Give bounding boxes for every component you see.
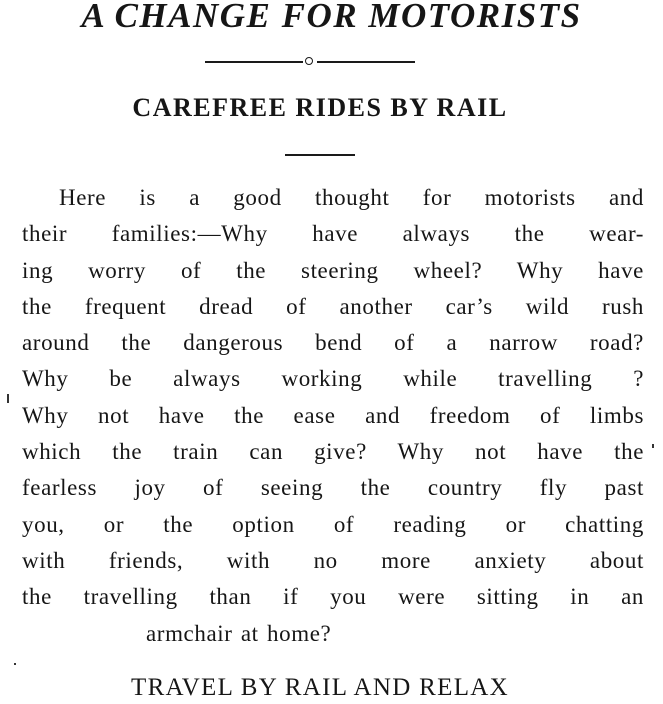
body-line: which the train can give? Why not have the (22, 439, 644, 465)
article-body (22, 180, 644, 652)
body-line-final: armchair at home? (146, 620, 332, 646)
print-speck (652, 444, 654, 448)
print-speck (7, 394, 9, 403)
body-line: their families:—Why have always the wear- (22, 221, 644, 247)
body-line: Why be always working while travelling ? (22, 366, 644, 392)
subheadline: CAREFREE RIDES BY RAIL (132, 93, 508, 122)
print-speck (14, 663, 16, 665)
divider-circle-icon (305, 57, 313, 65)
body-line: fearless joy of seeing the country fly past (22, 475, 644, 501)
body-line: the frequent dread of another car’s wild rush (22, 293, 644, 319)
divider-line-right (317, 61, 415, 63)
body-line: you, or the option of reading or chatting (22, 511, 644, 537)
ornamental-divider (205, 56, 415, 68)
divider-line-left (205, 61, 303, 63)
body-line: Here is a good thought for motorists and (59, 185, 644, 210)
body-line: with friends, with no more anxiety about (22, 547, 644, 573)
body-line: the travelling than if you were sitting in an (22, 584, 644, 610)
body-line: around the dangerous bend of a narrow road? (22, 330, 644, 356)
body-line: Why not have the ease and freedom of limbs (22, 402, 644, 428)
body-line: ing worry of the steering wheel? Why have (22, 257, 644, 283)
headline: A CHANGE FOR MOTORISTS (81, 0, 582, 35)
short-rule (285, 154, 355, 156)
closing-slogan: TRAVEL BY RAIL AND RELAX (131, 674, 509, 701)
